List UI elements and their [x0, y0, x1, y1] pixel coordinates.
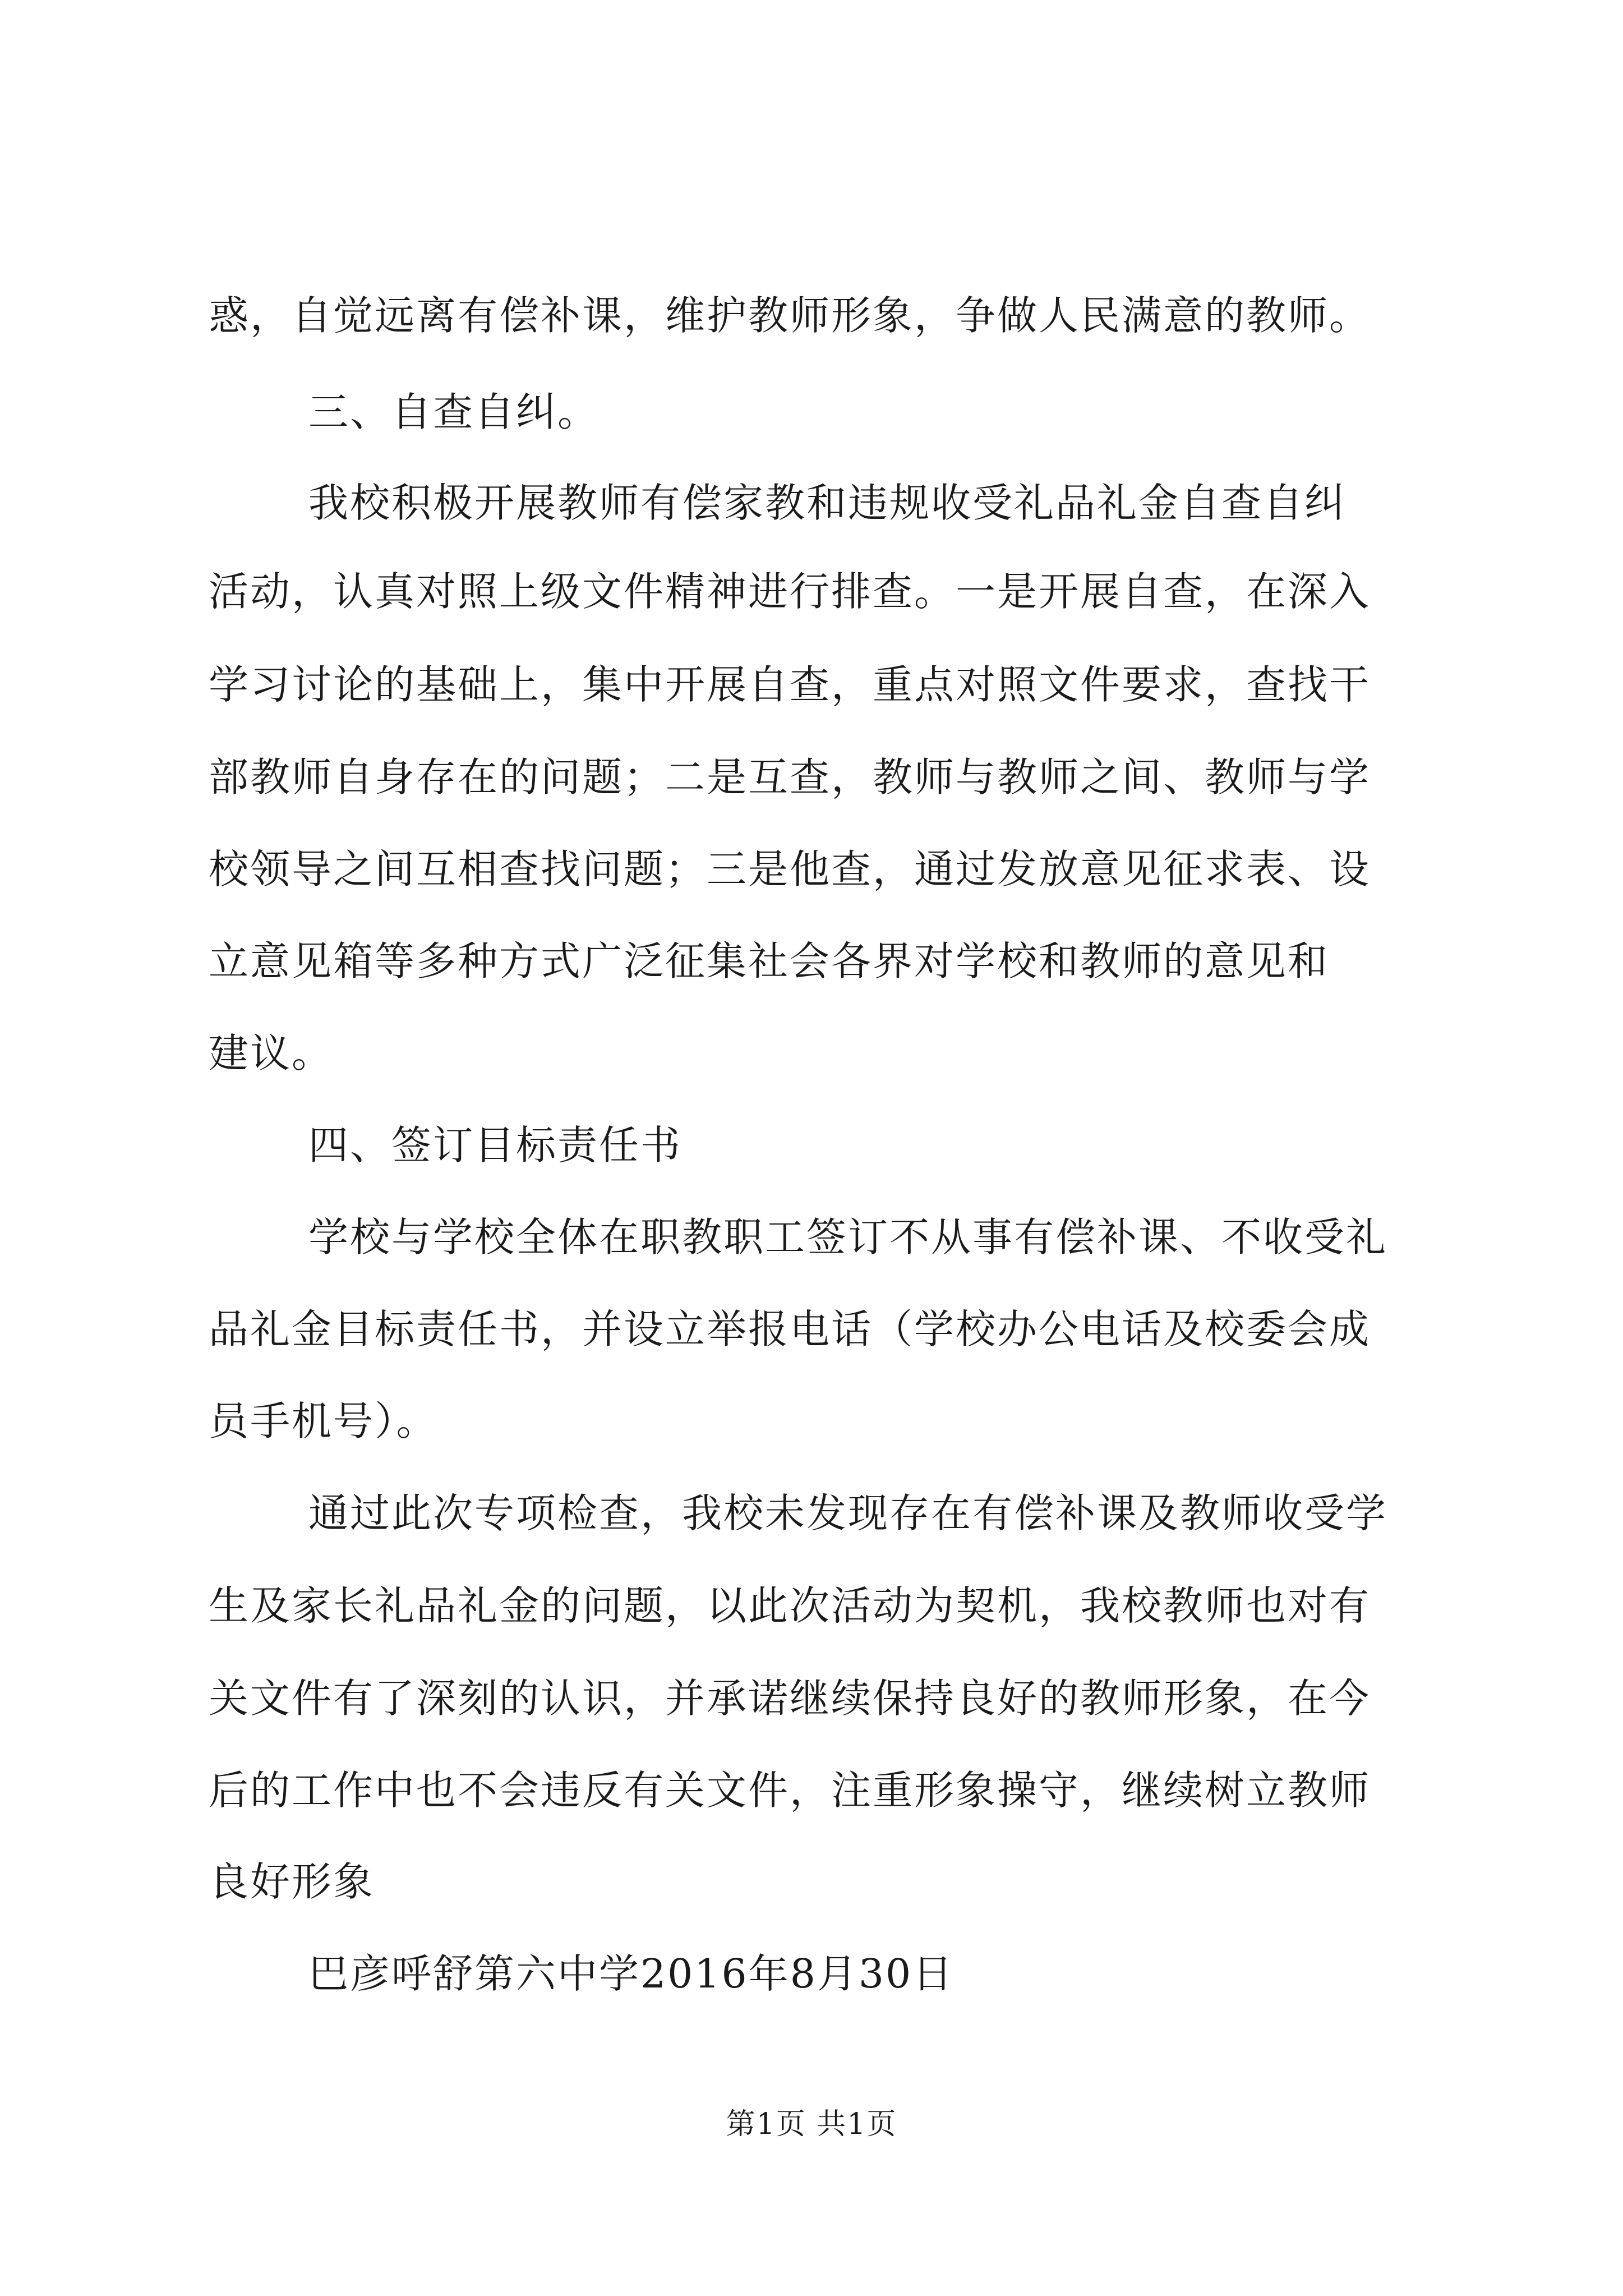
paragraph-line: 通过此次专项检查，我校未发现存在有偿补课及教师收受学 — [308, 1490, 1388, 1536]
paragraph-line: 我校积极开展教师有偿家教和违规收受礼品礼金自查自纠 — [308, 480, 1347, 526]
signature-date-line: 巴彦呼舒第六中学2016年8月30日 — [308, 1950, 955, 1997]
paragraph-line: 部教师自身存在的问题；二是互查，教师与教师之间、教师与学 — [209, 754, 1371, 800]
paragraph-line: 惑，自觉远离有偿补课，维护教师形象，争做人民满意的教师。 — [209, 292, 1371, 339]
paragraph-line: 员手机号）。 — [209, 1398, 438, 1444]
paragraph-line: 建议。 — [209, 1030, 334, 1076]
paragraph-line: 生及家长礼品礼金的问题，以此次活动为契机，我校教师也对有 — [209, 1582, 1371, 1629]
paragraph-line: 校领导之间互相查找问题；三是他查，通过发放意见征求表、设 — [209, 846, 1371, 892]
paragraph-line: 立意见箱等多种方式广泛征集社会各界对学校和教师的意见和 — [209, 938, 1330, 984]
section-heading: 三、自查自纠。 — [308, 389, 600, 435]
paragraph-line: 学校与学校全体在职教职工签订不从事有偿补课、不收受礼 — [308, 1214, 1388, 1260]
paragraph-line: 学习讨论的基础上，集中开展自查，重点对照文件要求，查找干 — [209, 661, 1371, 708]
paragraph-line: 活动，认真对照上级文件精神进行排查。一是开展自查，在深入 — [209, 568, 1371, 615]
page-number-footer: 第1页 共1页 — [726, 2108, 897, 2141]
paragraph-line: 良好形象 — [209, 1858, 375, 1905]
paragraph-line: 品礼金目标责任书，并设立举报电话（学校办公电话及校委会成 — [209, 1306, 1371, 1352]
paragraph-line: 后的工作中也不会违反有关文件，注重形象操守，继续树立教师 — [209, 1767, 1371, 1814]
section-heading: 四、签订目标责任书 — [308, 1122, 683, 1168]
paragraph-line: 关文件有了深刻的认识，并承诺继续保持良好的教师形象，在今 — [209, 1675, 1371, 1722]
